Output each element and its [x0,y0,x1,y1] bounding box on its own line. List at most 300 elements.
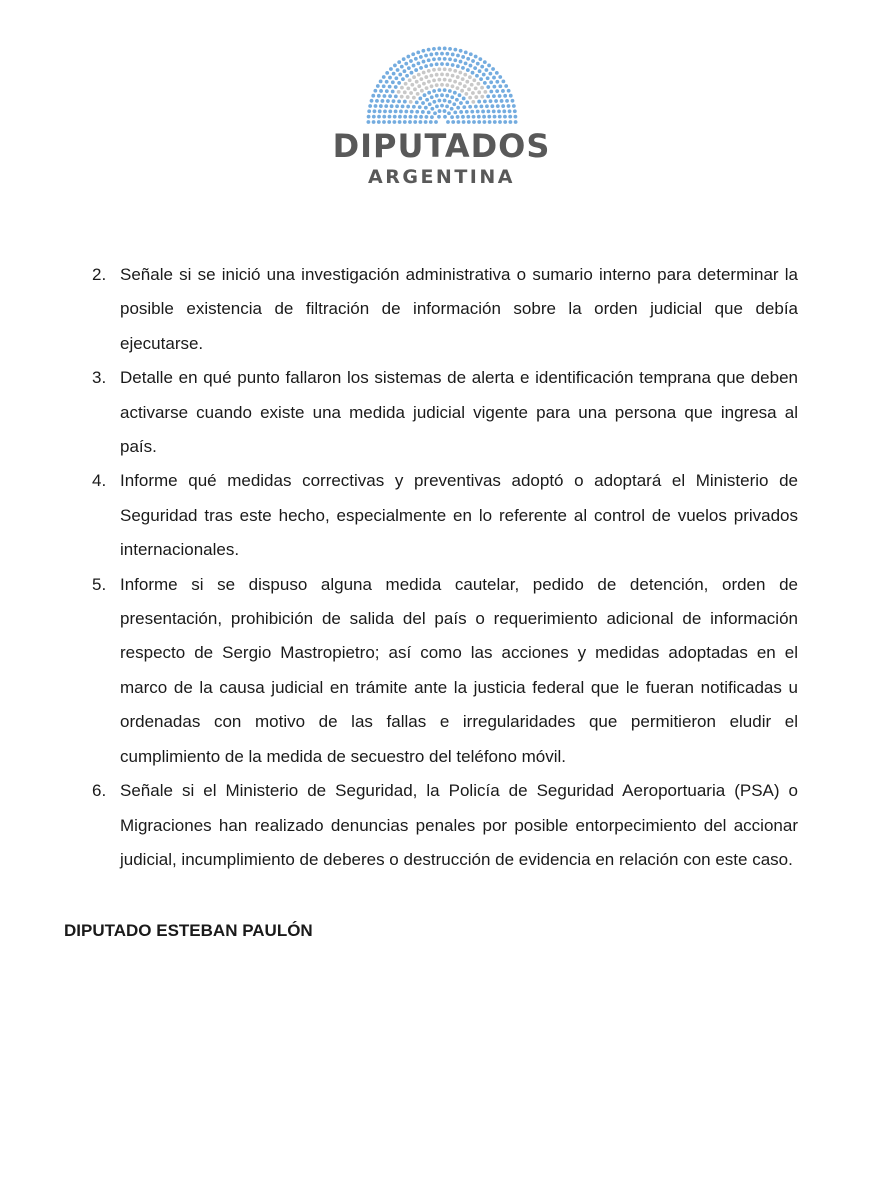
emblem-dot [487,115,491,119]
emblem-dot [385,71,389,75]
emblem-dot [437,115,441,119]
emblem-dot [397,99,401,103]
emblem-dot [445,52,449,56]
emblem-dot [437,99,441,103]
emblem-dot [481,110,485,114]
emblem-dot [483,90,487,94]
emblem-dot [497,109,501,113]
emblem-dot [458,71,462,75]
emblem-dot [382,120,386,124]
emblem-dot [456,106,460,110]
emblem-dot [481,73,485,77]
emblem-dot [477,90,481,94]
emblem-dot [421,101,425,105]
emblem-dot [479,104,483,108]
emblem-dot [472,78,476,82]
emblem-dot [491,67,495,71]
emblem-dot [426,110,430,114]
emblem-dot [423,106,427,110]
emblem-dot [498,120,502,124]
emblem-dot [413,115,417,119]
emblem-dot [445,73,449,77]
emblem-dot [399,65,403,69]
emblem-dot [409,91,413,95]
emblem-dot [382,115,386,119]
emblem-dot [367,109,371,113]
emblem-dot [445,94,449,98]
emblem-dot [435,105,439,109]
emblem-dot [429,74,433,78]
emblem-dot [461,97,465,101]
emblem-dot [442,67,446,71]
emblem-dot [491,109,495,113]
emblem-dot [448,78,452,82]
emblem-dot [390,90,394,94]
emblem-dot [466,115,470,119]
emblem-dot [422,93,426,97]
emblem-dot [426,48,430,52]
emblem-dot [393,85,397,89]
emblem-dot [447,100,451,104]
emblem-dot [466,120,470,124]
emblem-dot [486,85,490,89]
emblem-dot [434,52,438,56]
emblem-dot [453,58,457,62]
item-text: Detalle en qué punto fallaron los sistemas de alerta e identificación temprana que deben activarse cuando existe una medida judicial vigente para una persona que ingresa al país. [120,368,798,457]
emblem-dot [421,71,425,75]
emblem-dot [388,109,392,113]
emblem-dot [456,120,460,124]
emblem-dot [488,99,492,103]
emblem-dot [440,73,444,77]
emblem-dot [384,104,388,108]
emblem-dot [384,89,388,93]
emblem-dot [501,89,505,93]
emblem-dot [394,76,398,80]
emblem-dot [495,89,499,93]
emblem-dot [459,101,463,105]
emblem-dot [471,59,475,63]
emblem-dot [450,74,454,78]
emblem-dot [437,88,441,92]
emblem-dot [451,120,455,124]
emblem-dot [482,81,486,85]
emblem-dot [442,109,446,113]
emblem-dot [397,60,401,64]
emblem-dot [405,74,409,78]
signature: DIPUTADO ESTEBAN PAULÓN [64,921,313,940]
emblem-dot [401,77,405,81]
emblem-dot [414,100,418,104]
emblem-dot [427,80,431,84]
emblem-dot [498,84,502,88]
emblem-dot [418,97,422,101]
emblem-dot [392,115,396,119]
emblem-dot [381,84,385,88]
emblem-dot [505,99,509,103]
emblem-dot [406,66,410,70]
emblem-dot [503,115,507,119]
emblem-dot [421,60,425,64]
emblem-dot [474,95,478,99]
emblem-dot [369,99,373,103]
logo-name: DIPUTADOS [332,127,551,165]
emblem-dot [452,91,456,95]
emblem-dot [376,94,380,98]
emblem-dot [393,64,397,68]
emblem-dot [443,115,447,119]
emblem-dot [391,99,395,103]
emblem-dot [395,104,399,108]
emblem-dot [466,57,470,61]
emblem-dot [461,66,465,70]
emblem-dot [402,90,406,94]
emblem-dot [473,66,477,70]
emblem-dot [402,120,406,124]
emblem-dot [378,79,382,83]
emblem-dot [428,120,432,124]
emblem-dot [393,94,397,98]
item-number: 3. [92,368,107,388]
emblem-dot [393,110,397,114]
emblem-dot [421,49,425,53]
emblem-dot [462,84,466,88]
emblem-dot [503,120,507,124]
emblem-dot [434,73,438,77]
emblem-dot [409,71,413,75]
emblem-dot [492,85,496,89]
emblem-dot [416,50,420,54]
emblem-dot [432,68,436,72]
emblem-dot [453,80,457,84]
emblem-dot [406,105,410,109]
emblem-dot [480,95,484,99]
emblem-dot [482,60,486,64]
emblem-dot [402,69,406,73]
emblem-dot [401,57,405,61]
emblem-dot [429,53,433,57]
emblem-dot [411,105,415,109]
emblem-dot [508,115,512,119]
emblem-dot [507,109,511,113]
emblem-dot [480,86,484,90]
emblem-dot [445,83,449,87]
emblem-dot [409,110,413,114]
emblem-dot [415,92,419,96]
emblem-dot [479,77,483,81]
emblem-dot [513,115,517,119]
emblem-dot [372,109,376,113]
emblem-dot [461,115,465,119]
emblem-dot [463,50,467,54]
emblem-dot [464,92,468,96]
emblem-dot [484,68,488,72]
item-text: Señale si se inició una investigación administrativa o sumario interno para determinar la posible existencia de filtración de información sobre la orden judicial que debía ejecutarse. [120,265,798,353]
emblem-dot [482,115,486,119]
emblem-dot [445,62,449,66]
emblem-dot [470,71,474,75]
emblem-dot [497,94,501,98]
emblem-dot [465,80,469,84]
emblem-dot [465,68,469,72]
list-item [84,774,798,877]
emblem-dot [475,110,479,114]
emblem-dot [432,89,436,93]
emblem-dot [375,84,379,88]
emblem-dot [429,95,433,99]
emblem-dot [462,105,466,109]
emblem-dot [473,55,477,59]
emblem-dot [494,99,498,103]
emblem-dot [473,86,477,90]
emblem-dot [424,115,428,119]
emblem-dot [494,71,498,75]
emblem-dot [437,109,441,113]
emblem-dot [475,62,479,66]
emblem-dot [460,77,464,81]
emblem-dot [511,104,515,108]
emblem-dot [371,120,375,124]
emblem-dot [463,73,467,77]
emblem-dot [453,48,457,52]
emblem-dot [450,95,454,99]
emblem-dot [447,111,451,115]
emblem-dot [472,120,476,124]
emblem-dot [468,52,472,56]
emblem-dot [376,120,380,124]
emblem-dot [467,87,471,91]
emblem-dot [448,57,452,61]
emblem-dot [440,52,444,56]
hemicycle-emblem [362,40,522,126]
emblem-dot [398,115,402,119]
emblem-dot [468,96,472,100]
emblem-dot [424,86,428,90]
question-list [84,258,798,877]
emblem-dot [506,89,510,93]
emblem-dot [400,104,404,108]
item-text: Informe qué medidas correctivas y preventivas adoptó o adoptará el Ministerio de Seguridad tras este hecho, especialmente en lo referente al control de vuelos privados internacionales. [120,471,798,560]
emblem-dot [437,57,441,61]
emblem-dot [502,109,506,113]
emblem-dot [458,49,462,53]
diputados-logo [0,40,883,189]
emblem-dot [411,96,415,100]
emblem-dot [476,82,480,86]
list-item [84,568,798,774]
emblem-dot [406,86,410,90]
emblem-dot [447,89,451,93]
emblem-dot [450,115,454,119]
emblem-dot [504,84,508,88]
emblem-dot [508,94,512,98]
emblem-dot [399,95,403,99]
emblem-dot [501,79,505,83]
emblem-dot [482,99,486,103]
emblem-dot [463,61,467,65]
emblem-dot [452,102,456,106]
emblem-dot [458,82,462,86]
emblem-dot [434,94,438,98]
emblem-dot [419,89,423,93]
emblem-dot [429,84,433,88]
emblem-dot [487,64,491,68]
emblem-dot [448,47,452,51]
emblem-dot [480,65,484,69]
emblem-dot [414,80,418,84]
emblem-dot [448,68,452,72]
emblem-dot [427,102,431,106]
emblem-dot [501,104,505,108]
emblem-dot [488,72,492,76]
emblem-dot [413,120,417,124]
emblem-dot [492,76,496,80]
emblem-dot [492,94,496,98]
emblem-dot [498,75,502,79]
emblem-dot [410,83,414,87]
emblem-dot [458,60,462,64]
item-number: 2. [92,265,107,284]
emblem-dot [471,100,475,104]
emblem-dot [416,61,420,65]
emblem-dot [432,57,436,61]
emblem-dot [419,115,423,119]
list-item [84,361,798,464]
emblem-dot [425,98,429,102]
emblem-dot [489,90,493,94]
emblem-dot [373,89,377,93]
emblem-dot [506,104,510,108]
emblem-dot [461,120,465,124]
emblem-dot [457,93,461,97]
emblem-dot [432,100,436,104]
emblem-dot [411,52,415,56]
emblem-dot [492,115,496,119]
emblem-dot [366,115,370,119]
emblem-dot [477,120,481,124]
emblem-dot [469,83,473,87]
emblem-dot [408,120,412,124]
emblem-dot [403,115,407,119]
emblem-dot [371,94,375,98]
emblem-dot [406,55,410,59]
emblem-dot [432,78,436,82]
emblem-dot [478,57,482,61]
emblem-dot [440,104,444,108]
emblem-dot [408,100,412,104]
emblem-dot [430,115,434,119]
emblem-dot [442,88,446,92]
emblem-dot [499,99,503,103]
emblem-dot [468,75,472,79]
emblem-dot [408,115,412,119]
emblem-dot [412,75,416,79]
emblem-dot [471,91,475,95]
emblem-dot [495,80,499,84]
emblem-dot [473,105,477,109]
emblem-dot [477,100,481,104]
emblem-dot [487,120,491,124]
emblem-dot [415,110,419,114]
emblem-dot [417,84,421,88]
emblem-dot [440,83,444,87]
emblem-dot [407,78,411,82]
emblem-dot [373,104,377,108]
item-text: Señale si el Ministerio de Seguridad, la Policía de Seguridad Aeroportuaria (PSA) o Migraciones han realizado denuncias penales por posible entorpecimiento del accionar judicial, incumplimiento de deberes o destrucción de evidencia en relación con este caso. [120,781,798,869]
emblem-dot [402,100,406,104]
item-text: Informe si se dispuso alguna medida cautelar, pedido de detención, orden de presentación, prohibición de salida del país o requerimiento adicional de información respecto de Sergio Mastropietro; así como las acciones y medidas adoptadas en el marco de la causa judicial en trámite ante la justicia federal que le fueran notificadas u ordenadas con motivo de las fallas e irregularidades que permitieron eludir el cumplimiento de la medida de secuestro del teléfono móvil. [120,574,798,766]
emblem-dot [465,100,469,104]
emblem-dot [434,83,438,87]
emblem-dot [440,93,444,97]
emblem-dot [508,120,512,124]
emblem-dot [455,75,459,79]
emblem-dot [396,90,400,94]
emblem-dot [437,78,441,82]
emblem-dot [510,99,514,103]
emblem-dot [468,105,472,109]
emblem-dot [389,104,393,108]
emblem-dot [461,55,465,59]
emblem-dot [416,73,420,77]
emblem-dot [489,80,493,84]
emblem-dot [440,62,444,66]
emblem-dot [485,104,489,108]
emblem-dot [375,99,379,103]
emblem-dot [513,120,517,124]
emblem-dot [422,82,426,86]
emblem-dot [427,91,431,95]
emblem-dot [377,115,381,119]
emblem-dot [429,63,433,67]
emblem-dot [471,115,475,119]
emblem-dot [450,84,454,88]
emblem-dot [395,68,399,72]
emblem-dot [378,104,382,108]
emblem-dot [446,120,450,124]
emblem-dot [398,73,402,77]
emblem-dot [417,105,421,109]
emblem-dot [420,110,424,114]
emblem-dot [486,94,490,98]
emblem-dot [409,59,413,63]
logo-country: ARGENTINA [368,166,515,188]
emblem-dot [492,120,496,124]
emblem-dot [387,85,391,89]
emblem-dot [392,120,396,124]
emblem-dot [470,110,474,114]
emblem-dot [388,76,392,80]
emblem-dot [486,110,490,114]
emblem-dot [368,104,372,108]
emblem-dot [404,62,408,66]
emblem-dot [387,115,391,119]
emblem-dot [411,64,415,68]
emblem-dot [432,47,436,51]
emblem-dot [485,76,489,80]
emblem-dot [403,82,407,86]
emblem-dot [454,98,458,102]
emblem-dot [424,64,428,68]
emblem-dot [379,89,383,93]
emblem-dot [404,110,408,114]
emblem-dot [459,110,463,114]
emblem-dot [389,67,393,71]
emblem-dot [390,80,394,84]
emblem-dot [456,54,460,58]
emblem-dot [381,75,385,79]
emblem-dot [434,62,438,66]
